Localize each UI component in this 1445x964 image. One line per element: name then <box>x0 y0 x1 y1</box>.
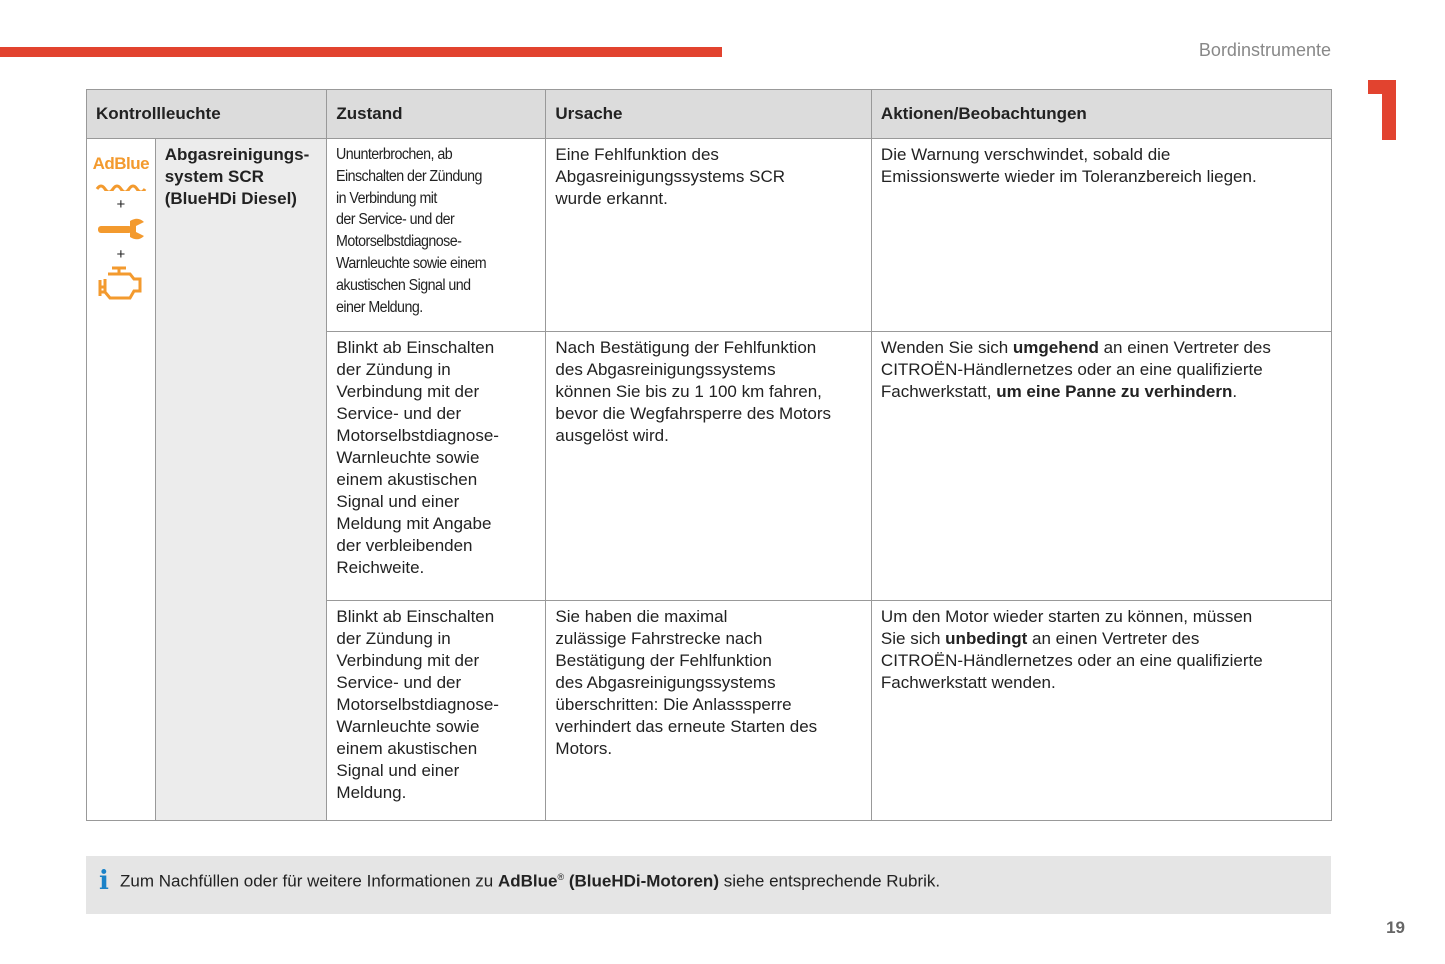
indicator-icons <box>87 139 156 821</box>
indicator-name: Abgasreinigungs- system SCR (BlueHDi Diesel) <box>155 139 327 821</box>
plus-sign: + <box>116 196 126 213</box>
page-number: 19 <box>1386 918 1405 937</box>
zustand-cell: Blinkt ab Einschalten der Zündung in Verbindung mit der Service- und der Motorselbstdiagnose- Warnleuchte sowie einem akustischen Signal und einer Meldung mit Angabe der verbleibenden Reichweite. <box>327 332 546 601</box>
col-header: Aktionen/Beobachtungen <box>871 90 1331 139</box>
aktion-text: an einen Vertreter des CITROËN-Händlernetzes oder an eine qualifizierte Fachwerkstatt, <box>880 338 1271 401</box>
ursache-cell: Nach Bestätigung der Fehlfunktion des Abgasreinigungssystems können Sie bis zu 1 100 km fahren, bevor die Wegfahrsperre des Motors ausgelöst wird. <box>546 332 872 601</box>
engine-icon <box>96 265 146 301</box>
registered-mark: ® <box>557 872 565 882</box>
wrench-icon <box>96 217 146 241</box>
section-title: Bordinstrumente <box>1198 40 1331 60</box>
zustand-cell: Blinkt ab Einschalten der Zündung in Verbindung mit der Service- und der Motorselbstdiagnose- Warnleuchte sowie einem akustischen Signal und einer Meldung. <box>327 601 546 821</box>
table-row <box>87 139 1332 332</box>
header-accent-bar <box>0 47 722 57</box>
col-header: Kontrollleuchte <box>87 90 327 139</box>
info-icon: i <box>99 866 109 896</box>
ursache-cell: Sie haben die maximal zulässige Fahrstrecke nach Bestätigung der Fehlfunktion des Abgasreinigungssystems überschritten: Die Anlasssperre verhindert das erneute Starten des Motors. <box>546 601 872 821</box>
plus-sign: + <box>116 246 126 263</box>
aktion-text: an einen Vertreter des CITROËN-Händlernetzes oder an eine qualifizierte Fachwerkstatt wenden. <box>880 629 1263 692</box>
col-header: Zustand <box>327 90 546 139</box>
note-text: siehe entsprechende Rubrik. <box>718 871 941 891</box>
adblue-icon: AdBlue <box>92 154 150 173</box>
adblue-wave-icon <box>95 183 147 191</box>
zustand-text: Ununterbrochen, ab Einschalten der Zündung in Verbindung mit der Service- und der Motorselbstdiagnose- Warnleuchte sowie einem akustischen Signal und einer Meldung. <box>336 146 487 316</box>
table-header <box>87 90 1332 139</box>
col-header: Ursache <box>546 90 872 139</box>
aktion-cell <box>871 332 1331 601</box>
ursache-cell: Eine Fehlfunktion des Abgasreinigungssystems SCR wurde erkannt. <box>546 139 872 332</box>
aktion-text: Die Warnung verschwindet, sobald die Emissionswerte wieder im Toleranzbereich liegen. <box>880 145 1257 186</box>
aktion-text: . <box>1232 382 1238 401</box>
aktion-bold: um eine Panne zu verhindern <box>996 382 1233 401</box>
aktion-bold: unbedingt <box>945 629 1028 648</box>
aktion-text: Um den Motor wieder starten zu können, müssen Sie sich <box>880 607 1253 648</box>
note-bold: (BlueHDi-Motoren) <box>564 871 719 891</box>
aktion-cell <box>871 139 1331 332</box>
aktion-text: Wenden Sie sich <box>880 338 1013 357</box>
warning-light-table <box>86 89 1332 821</box>
aktion-bold: umgehend <box>1012 338 1099 357</box>
aktion-cell <box>871 601 1331 821</box>
note-bold: AdBlue <box>497 871 558 891</box>
note-text: Zum Nachfüllen oder für weitere Informationen zu <box>120 871 498 891</box>
chapter-number-1 <box>1368 80 1398 142</box>
info-note <box>86 856 1331 914</box>
zustand-cell <box>327 139 546 332</box>
